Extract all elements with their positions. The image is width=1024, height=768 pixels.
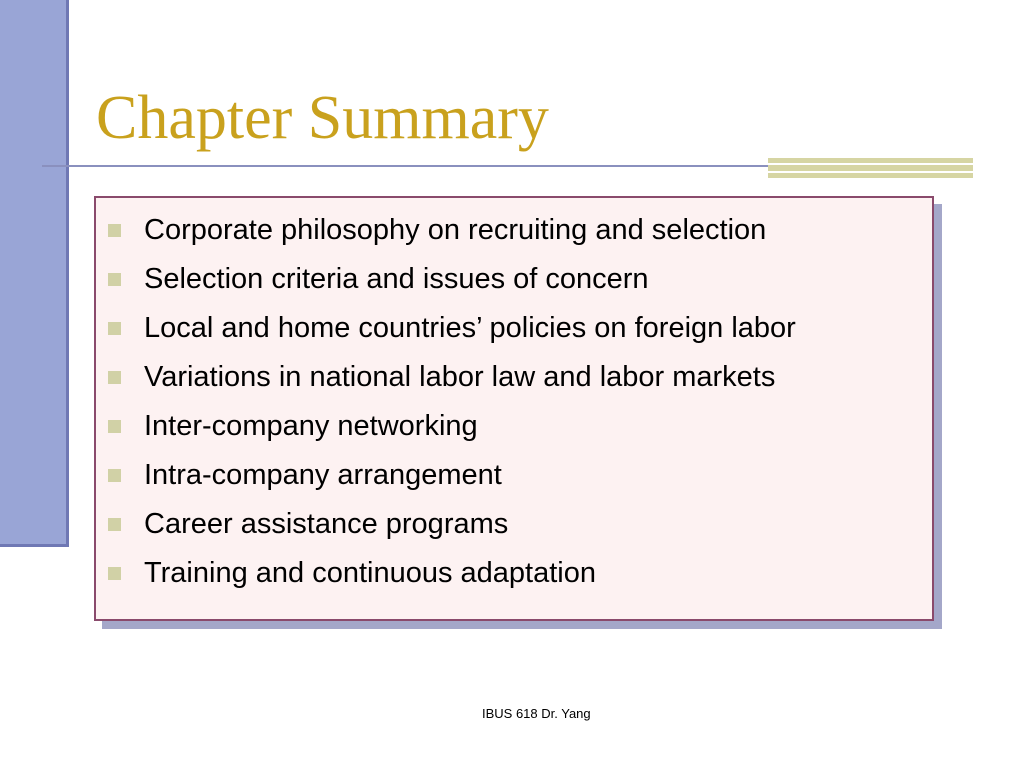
bullet-text: Career assistance programs [144, 508, 509, 540]
square-bullet-icon [108, 273, 121, 286]
slide-title: Chapter Summary [96, 84, 549, 152]
bullet-item [106, 549, 796, 598]
bullet-item [106, 402, 796, 451]
square-bullet-icon [108, 469, 121, 482]
square-bullet-icon [108, 420, 121, 433]
square-bullet-icon [108, 322, 121, 335]
square-bullet-icon [108, 567, 121, 580]
bullet-item [106, 451, 796, 500]
bullet-text: Inter-company networking [144, 410, 478, 442]
bullet-item [106, 255, 796, 304]
square-bullet-icon [108, 224, 121, 237]
bullet-text: Selection criteria and issues of concern [144, 263, 649, 295]
slide-footer: IBUS 618 Dr. Yang [482, 706, 591, 721]
bullet-text: Local and home countries’ policies on foreign labor [144, 312, 796, 344]
bullet-text: Training and continuous adaptation [144, 557, 596, 589]
accent-stripe-bar [768, 158, 973, 178]
square-bullet-icon [108, 518, 121, 531]
bullet-item [106, 353, 796, 402]
bullet-text: Variations in national labor law and labor markets [144, 361, 776, 393]
bullet-item [106, 500, 796, 549]
content-panel [94, 196, 934, 621]
bullet-text: Intra-company arrangement [144, 459, 502, 491]
bullet-text: Corporate philosophy on recruiting and selection [144, 214, 767, 246]
square-bullet-icon [108, 371, 121, 384]
left-decorative-bar [0, 0, 69, 547]
bullet-item [106, 304, 796, 353]
bullet-list [106, 206, 796, 598]
bullet-item [106, 206, 796, 255]
